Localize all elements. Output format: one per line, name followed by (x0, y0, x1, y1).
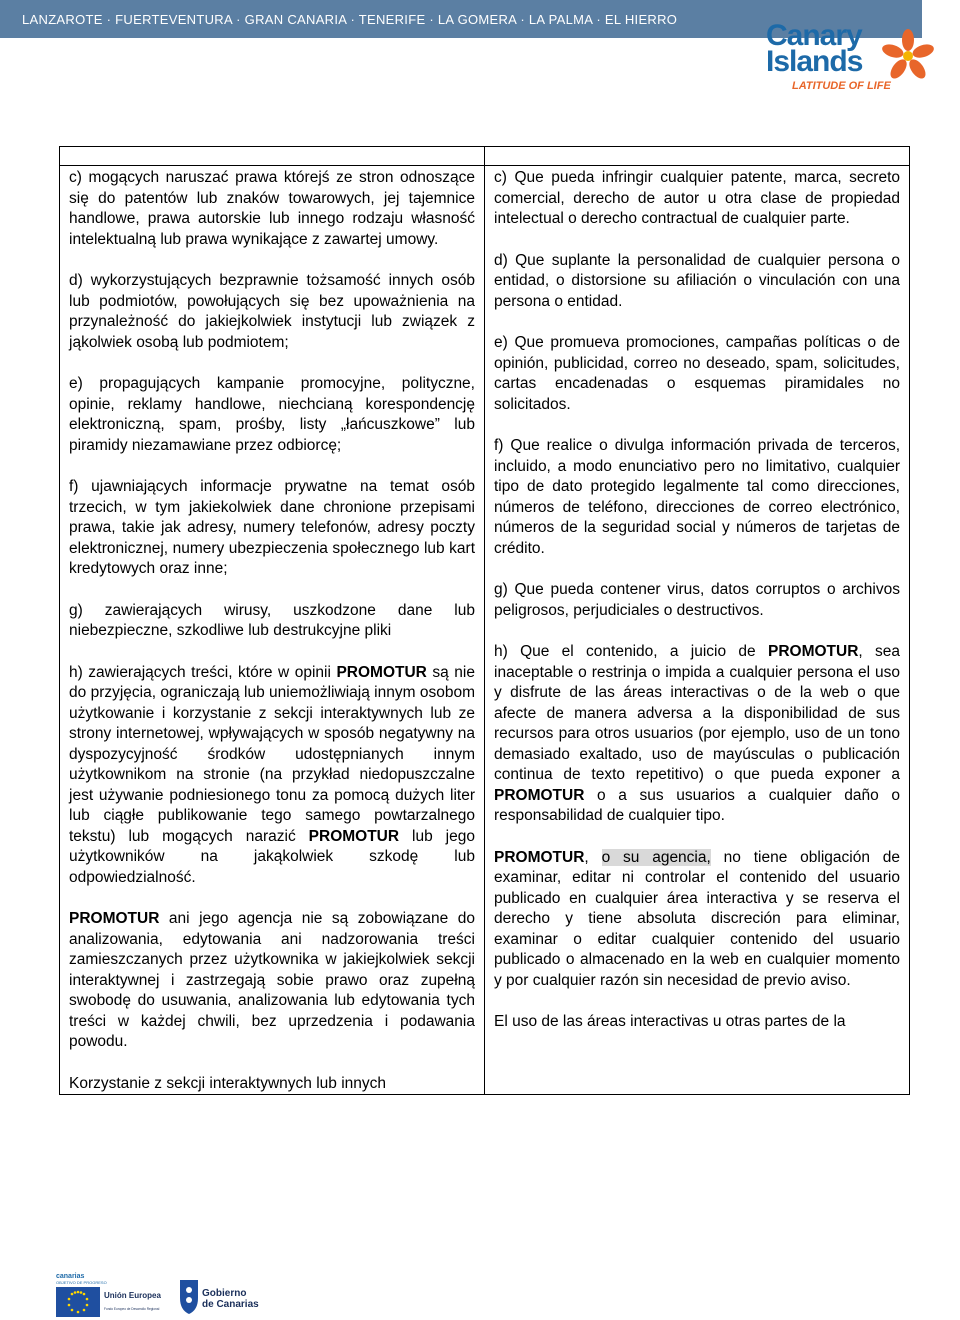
header-cell-es (485, 147, 910, 166)
pl-item-h-brand-2: PROMOTUR (308, 827, 400, 845)
pl-item-e: e) propagujących kampanie promocyjne, polityczne, opinie, reklamy handlowe, niechcianą korespondencję elektroniczną, spam, prośby, listy „łańcuszkowe” lub piramidy niezamawiane przez odbiorcę; (69, 375, 475, 454)
pl-item-h (69, 663, 475, 889)
es-promotur-paragraph (494, 848, 900, 992)
islands-nav-text: LANZAROTE · FUERTEVENTURA · GRAN CANARIA · TENERIFE · LA GOMERA · LA PALMA · EL HIERRO (22, 12, 678, 27)
es-item-e: e) Que promueva promociones, campañas políticas o de opinión, publicidad, correo no deseado, spam, solicitudes, cartas encadenadas o esquemas piramidales no solicitados. (494, 334, 900, 413)
bilingual-terms-table (59, 146, 910, 1095)
es-item-h-text-1: h) Que el contenido, a juicio de (494, 643, 768, 660)
eu-title-text: Unión Europea (104, 1291, 161, 1300)
de-canarias-text: de Canarias (202, 1299, 259, 1310)
gobierno-canarias-logo (178, 1276, 268, 1316)
es-item-h-brand-1: PROMOTUR (767, 643, 859, 660)
canary-islands-logo (762, 20, 942, 100)
es-promotur-text: no tiene obligación de examinar, editar ni controlar el contenido del usuario publicado en cualquier área interactiva y se reserva el derecho y tiene absoluta discreción para eliminar, examinar o editar cualquier contenido del usuario publicado o almacenado en la web en cualquier momento y por cualquier razón sin necesidad de previo aviso. (494, 848, 900, 989)
pl-promotur-paragraph (69, 909, 475, 1053)
es-highlighted-text: o su agencia, (601, 848, 711, 866)
pl-promotur-text: ani jego agencja nie są zobowiązane do analizowania, edytowania ani nadzorowania treści zamieszczanych przez użytkownika w jakiejkolwiek sekcji interaktywnej i zastrzegają sobie prawo oraz zupełną swobodę do usuwania, analizowania lub edytowania tych treści w każdej chwili, bez uprzedzenia i podawania powodu. (69, 910, 475, 1050)
polish-column (60, 166, 485, 1095)
logo-tagline: LATITUDE OF LIFE (792, 80, 891, 92)
pl-item-d: d) wykorzystujących bezprawnie tożsamość innych osób lub podmiotów, powołujących się bez upoważnienia na przynależność do jakiejkolwiek instytucji lub związek z jąkolwiek osobą lub podmiotem; (69, 272, 475, 351)
es-item-c: c) Que pueda infringir cualquier patente, marca, secreto comercial, derecho de autor u otra clase de propiedad intelectual o derecho contractual de cualquier parte. (494, 169, 900, 227)
spanish-column (485, 166, 910, 1095)
pl-item-h-text-2: są nie do przyjęcia, ograniczają lub uniemożliwiają innym osobom użytkowanie i korzystanie z sekcji interaktywnych lub ze strony internetowej, wpływających w sposób negatywny na dyspozycyjność środków udostępnianych innym użytkownikom na stronie (na przykład niedopuszczalne jest używanie podniesionego tonu za pomocą dużych liter lub ciągłe publikowanie tego samego powtarzalnego tekstu) lub mogących narazić (69, 663, 475, 845)
pl-final-paragraph: Korzystanie z sekcji interaktywnych lub innych (69, 1074, 387, 1092)
pl-item-h-text-1: h) zawierających treści, które w opinii (69, 663, 337, 681)
es-final-paragraph: El uso de las áreas interactivas u otras partes de la (494, 1013, 846, 1030)
logo-line-canary: Canary (766, 19, 862, 52)
pl-item-g: g) zawierających wirusy, uszkodzone dane lub niebezpieczne, szkodliwe lub destrukcyjne pliki (69, 601, 475, 639)
es-item-g: g) Que pueda contener virus, datos corruptos o archivos peligrosos, perjudiciales o destructivos. (494, 581, 900, 619)
pl-item-f: f) ujawniających informacje prywatne na temat osób trzecich, w tym jakiekolwiek dane chronione przepisami prawa, takie jak adresy, numery telefonów, adresy poczty elektronicznej, numery ubezpieczenia społecznego lub kart kredytowych oraz inne; (69, 478, 475, 577)
header-cell-pl (60, 147, 485, 166)
pl-promotur-brand: PROMOTUR (69, 910, 160, 927)
eu-fund-text: Fondo Europeo de Desarrollo Regional (104, 1307, 160, 1311)
logo-line-islands: Islands (766, 45, 863, 78)
eu-objective-text: OBJETIVO DE PROGRESO (56, 1280, 107, 1285)
es-item-h (494, 642, 900, 827)
eu-funding-logo (56, 1272, 166, 1318)
eu-canarias-text: canarias (56, 1273, 85, 1280)
table-row (60, 166, 910, 1095)
es-promotur-comma: , (584, 848, 602, 866)
es-item-f: f) Que realice o divulga información privada de terceros, incluido, a modo enunciativo pero no limitativo, cualquier tipo de dato protegido legalmente tal como direcciones, números de teléfono, direcciones de correo electrónico, números de la seguridad social y números de tarjetas de crédito. (494, 437, 900, 557)
es-item-h-text-2: , sea inaceptable o restrinja o impida a cualquier persona el uso y disfrute de las áreas interactivas o de la web o que afecte de manera adversa a la disponibilidad de sus recursos para otros usuarios (por ejemplo, uso de un tono demasiado exaltado, uso de mayúsculas o publicación continua de texto repetitivo) o que pueda exponer a (494, 643, 901, 783)
table-header-row (60, 147, 910, 166)
gobierno-text: Gobierno (202, 1288, 247, 1299)
pl-item-h-brand-1: PROMOTUR (336, 663, 427, 681)
es-item-d: d) Que suplante la personalidad de cualquier persona o entidad, o distorsione su afiliación o vinculación con una persona o entidad. (494, 251, 900, 310)
es-promotur-brand: PROMOTUR (494, 848, 585, 866)
flower-icon (878, 26, 938, 86)
es-item-h-brand-2: PROMOTUR (494, 786, 585, 804)
pl-item-c: c) mogących naruszać prawa którejś ze stron odnoszące się do patentów lub znaków towarowych, jej tajemnice handlowe, prawa autorskie lub innego rodzaju własność intelektualną lub prawa wynikające z zawartej umowy. (69, 169, 475, 248)
pl-item-h-text-3: lub jego użytkowników na jakąkolwiek szkodę lub odpowiedzialność. (69, 827, 475, 886)
es-item-h-text-3: o a sus usuarios a cualquier daño o responsabilidad de cualquier tipo. (494, 786, 900, 824)
